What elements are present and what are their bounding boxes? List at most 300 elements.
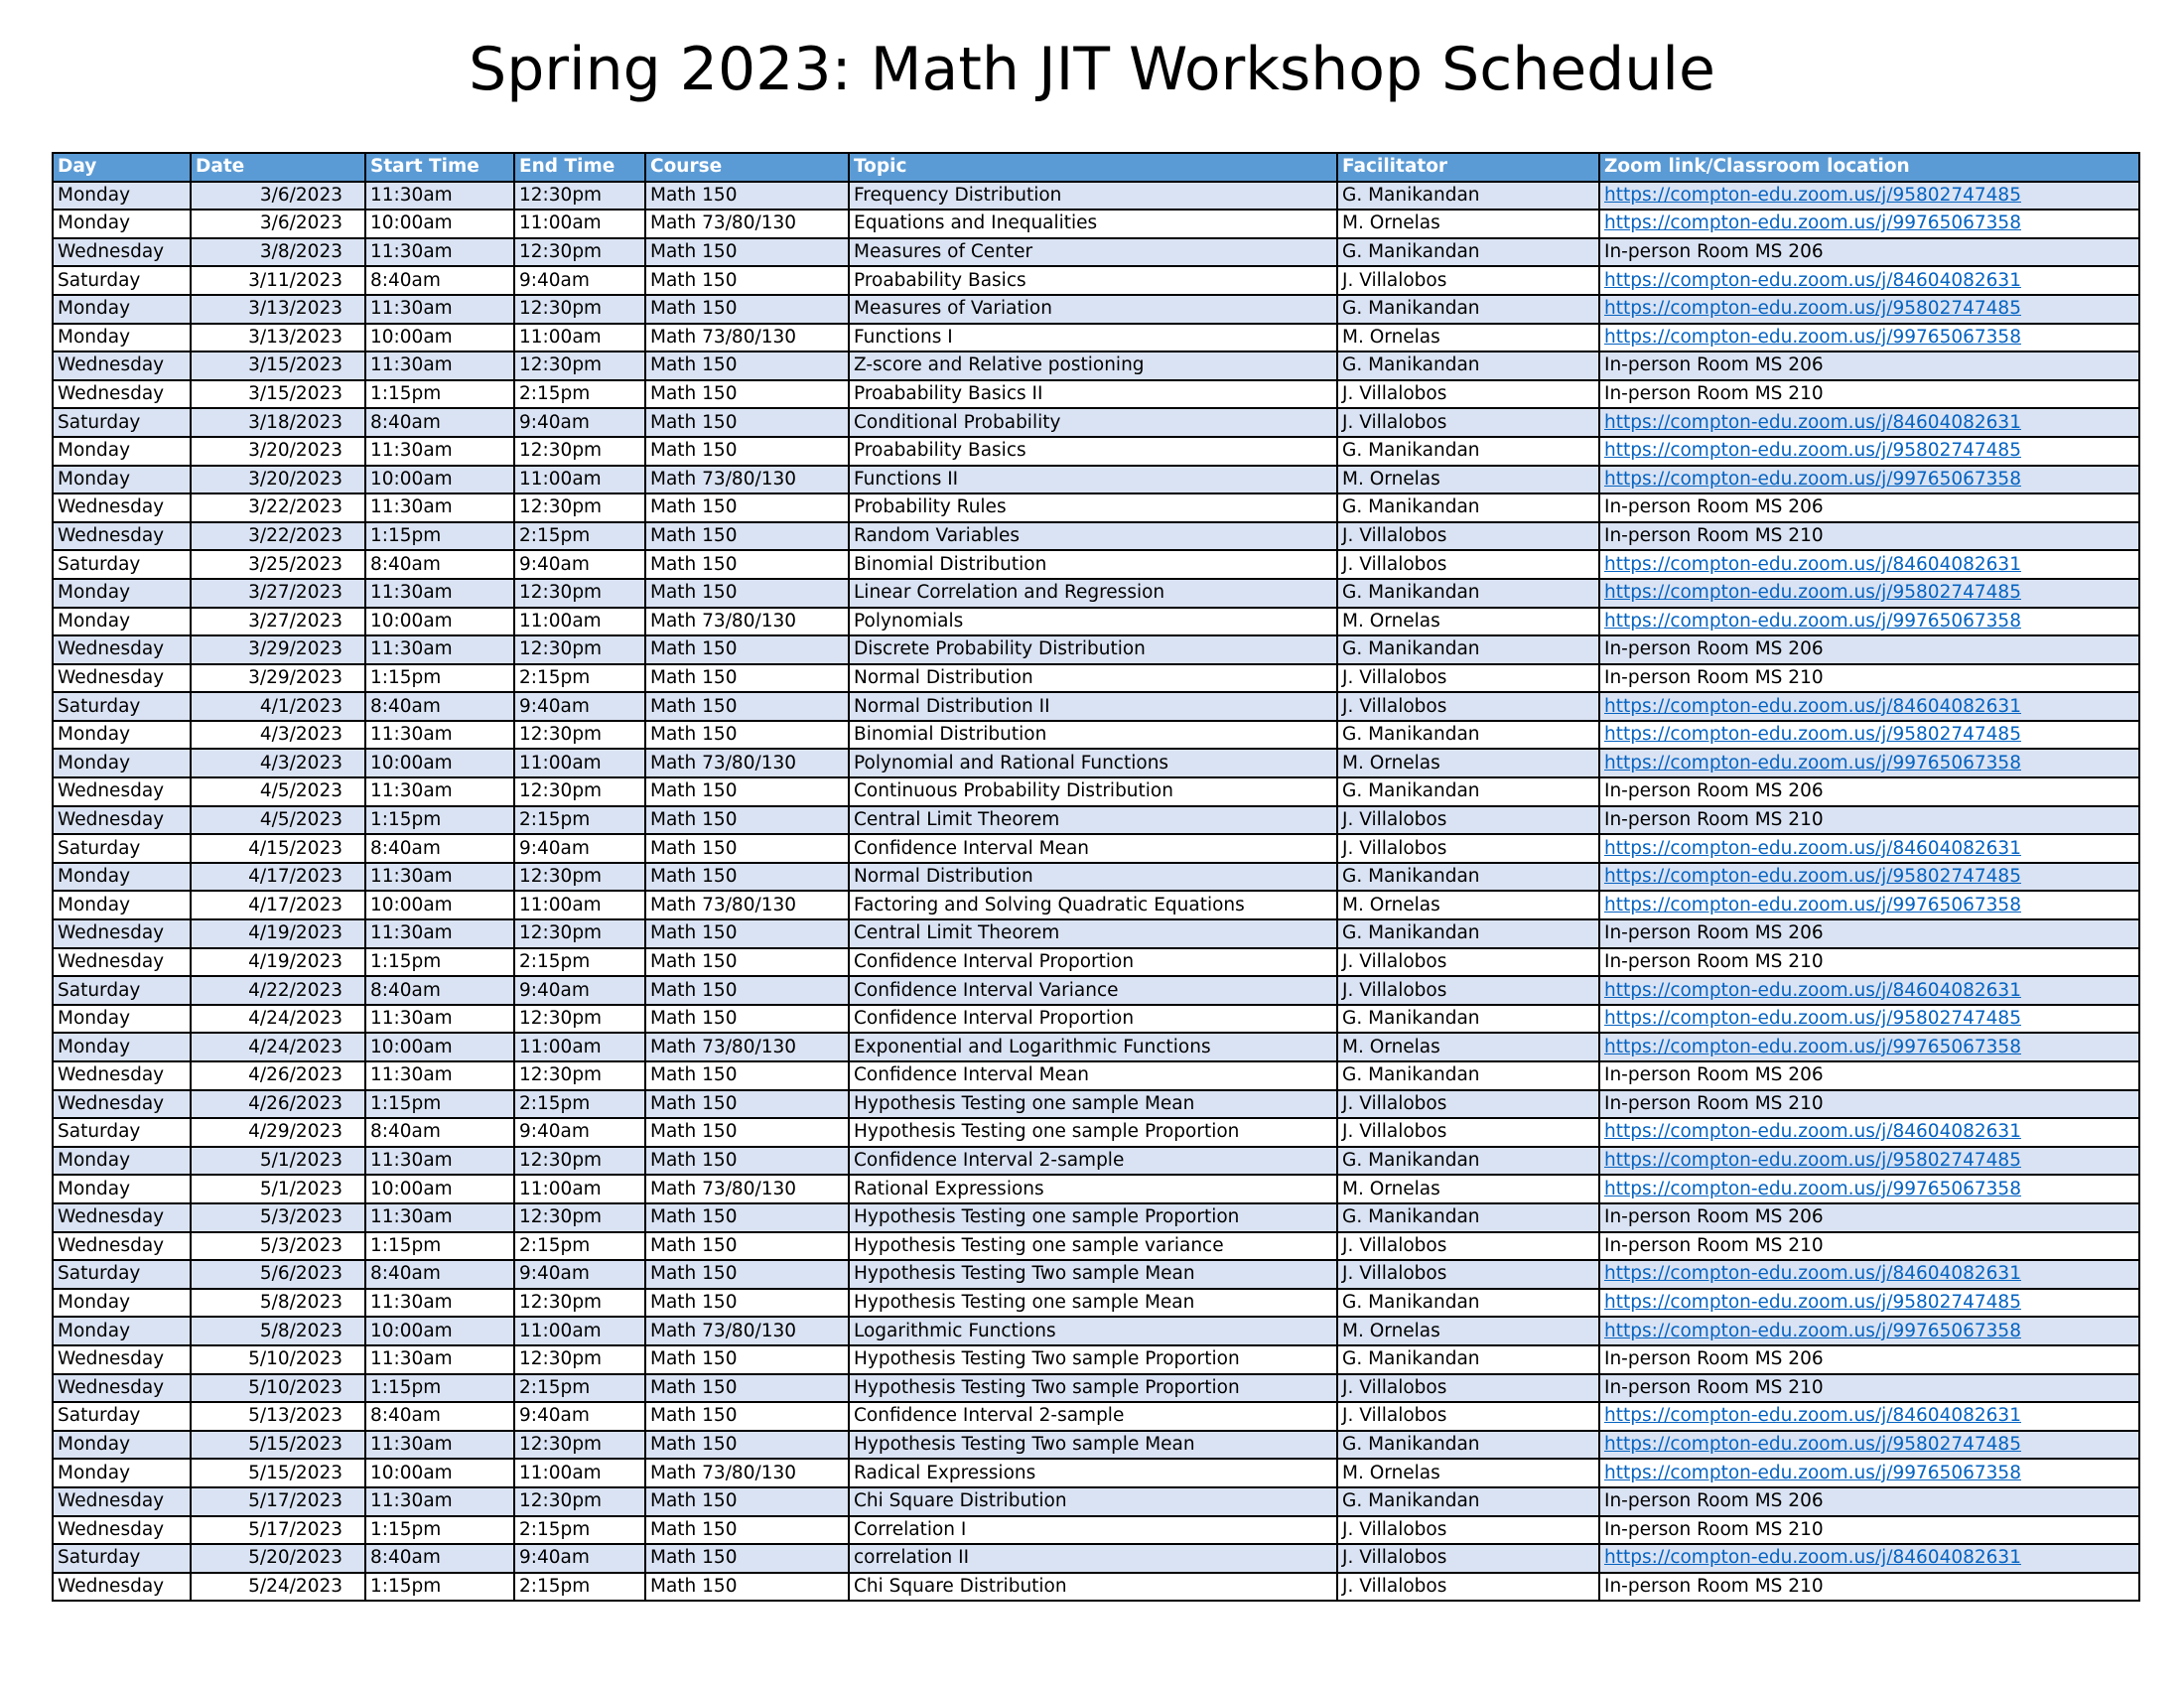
start-time-cell: 11:30am bbox=[365, 352, 514, 380]
day-cell: Wednesday bbox=[53, 1090, 191, 1119]
topic-cell: Measures of Center bbox=[849, 238, 1337, 267]
date-cell: 4/1/2023 bbox=[191, 692, 365, 721]
course-cell: Math 73/80/130 bbox=[645, 466, 849, 494]
location-cell: In-person Room MS 206 bbox=[1599, 493, 2139, 522]
table-row bbox=[53, 1289, 2139, 1318]
course-cell: Math 150 bbox=[645, 522, 849, 551]
course-cell: Math 150 bbox=[645, 919, 849, 948]
start-time-cell: 11:30am bbox=[365, 863, 514, 892]
location-cell: In-person Room MS 206 bbox=[1599, 777, 2139, 806]
day-cell: Monday bbox=[53, 1033, 191, 1061]
course-cell: Math 150 bbox=[645, 182, 849, 211]
day-cell: Saturday bbox=[53, 266, 191, 295]
day-cell: Wednesday bbox=[53, 1374, 191, 1403]
location-cell bbox=[1599, 608, 2139, 636]
day-cell: Wednesday bbox=[53, 238, 191, 267]
location-cell bbox=[1599, 1118, 2139, 1147]
start-time-cell: 11:30am bbox=[365, 1431, 514, 1460]
date-cell: 3/18/2023 bbox=[191, 408, 365, 437]
topic-cell: Hypothesis Testing one sample Proportion bbox=[849, 1203, 1337, 1232]
zoom-link[interactable]: https://compton-edu.zoom.us/j/99765067358 bbox=[1604, 468, 2021, 490]
table-row bbox=[53, 664, 2139, 693]
course-cell: Math 150 bbox=[645, 834, 849, 863]
table-row bbox=[53, 579, 2139, 608]
course-cell: Math 150 bbox=[645, 1260, 849, 1289]
date-cell: 3/25/2023 bbox=[191, 550, 365, 579]
facilitator-cell: G. Manikandan bbox=[1337, 1431, 1599, 1460]
zoom-link[interactable]: https://compton-edu.zoom.us/j/95802747485 bbox=[1604, 1150, 2021, 1172]
location-cell: In-person Room MS 210 bbox=[1599, 948, 2139, 977]
date-cell: 3/27/2023 bbox=[191, 579, 365, 608]
course-cell: Math 150 bbox=[645, 295, 849, 324]
location-cell bbox=[1599, 976, 2139, 1005]
start-time-cell: 8:40am bbox=[365, 834, 514, 863]
day-cell: Monday bbox=[53, 579, 191, 608]
course-cell: Math 150 bbox=[645, 266, 849, 295]
date-cell: 5/8/2023 bbox=[191, 1289, 365, 1318]
date-cell: 5/15/2023 bbox=[191, 1459, 365, 1487]
location-cell bbox=[1599, 1260, 2139, 1289]
table-row bbox=[53, 1345, 2139, 1374]
course-cell: Math 150 bbox=[645, 1232, 849, 1261]
start-time-cell: 10:00am bbox=[365, 1459, 514, 1487]
facilitator-cell: M. Ornelas bbox=[1337, 1175, 1599, 1203]
facilitator-cell: J. Villalobos bbox=[1337, 1544, 1599, 1573]
end-time-cell: 12:30pm bbox=[514, 238, 645, 267]
date-cell: 3/22/2023 bbox=[191, 522, 365, 551]
zoom-link[interactable]: https://compton-edu.zoom.us/j/99765067358 bbox=[1604, 212, 2021, 234]
date-cell: 3/15/2023 bbox=[191, 352, 365, 380]
day-cell: Wednesday bbox=[53, 664, 191, 693]
course-cell: Math 73/80/130 bbox=[645, 891, 849, 919]
table-row bbox=[53, 1516, 2139, 1545]
end-time-cell: 9:40am bbox=[514, 1402, 645, 1431]
zoom-link[interactable]: https://compton-edu.zoom.us/j/84604082631 bbox=[1604, 553, 2021, 575]
date-cell: 5/10/2023 bbox=[191, 1374, 365, 1403]
facilitator-cell: G. Manikandan bbox=[1337, 919, 1599, 948]
facilitator-cell: G. Manikandan bbox=[1337, 1289, 1599, 1318]
start-time-cell: 1:15pm bbox=[365, 1090, 514, 1119]
end-time-cell: 12:30pm bbox=[514, 1147, 645, 1176]
facilitator-cell: M. Ornelas bbox=[1337, 1317, 1599, 1345]
facilitator-cell: M. Ornelas bbox=[1337, 608, 1599, 636]
page-title: Spring 2023: Math JIT Workshop Schedule bbox=[469, 35, 1715, 104]
course-cell: Math 150 bbox=[645, 550, 849, 579]
topic-cell: Conditional Probability bbox=[849, 408, 1337, 437]
zoom-link[interactable]: https://compton-edu.zoom.us/j/99765067358 bbox=[1604, 894, 2021, 915]
table-row bbox=[53, 1317, 2139, 1345]
topic-cell: Correlation I bbox=[849, 1516, 1337, 1545]
date-cell: 3/20/2023 bbox=[191, 437, 365, 466]
course-cell: Math 150 bbox=[645, 579, 849, 608]
zoom-link[interactable]: https://compton-edu.zoom.us/j/84604082631 bbox=[1604, 269, 2021, 291]
location-cell: In-person Room MS 206 bbox=[1599, 1203, 2139, 1232]
day-cell: Saturday bbox=[53, 976, 191, 1005]
facilitator-cell: G. Manikandan bbox=[1337, 437, 1599, 466]
table-row bbox=[53, 1090, 2139, 1119]
end-time-cell: 12:30pm bbox=[514, 295, 645, 324]
end-time-cell: 12:30pm bbox=[514, 1203, 645, 1232]
day-cell: Monday bbox=[53, 466, 191, 494]
zoom-link[interactable]: https://compton-edu.zoom.us/j/99765067358 bbox=[1604, 752, 2021, 774]
zoom-link[interactable]: https://compton-edu.zoom.us/j/99765067358 bbox=[1604, 1462, 2021, 1483]
end-time-cell: 2:15pm bbox=[514, 1516, 645, 1545]
schedule-rows bbox=[53, 182, 2139, 1602]
date-cell: 4/24/2023 bbox=[191, 1005, 365, 1034]
start-time-cell: 11:30am bbox=[365, 777, 514, 806]
end-time-cell: 12:30pm bbox=[514, 721, 645, 750]
zoom-link[interactable]: https://compton-edu.zoom.us/j/99765067358 bbox=[1604, 610, 2021, 632]
date-cell: 4/26/2023 bbox=[191, 1061, 365, 1090]
day-cell: Monday bbox=[53, 1431, 191, 1460]
facilitator-cell: J. Villalobos bbox=[1337, 664, 1599, 693]
zoom-link[interactable]: https://compton-edu.zoom.us/j/99765067358 bbox=[1604, 326, 2021, 348]
date-cell: 5/15/2023 bbox=[191, 1431, 365, 1460]
course-cell: Math 150 bbox=[645, 1544, 849, 1573]
end-time-cell: 12:30pm bbox=[514, 1431, 645, 1460]
table-row bbox=[53, 408, 2139, 437]
table-row bbox=[53, 692, 2139, 721]
start-time-cell: 1:15pm bbox=[365, 1232, 514, 1261]
table-row bbox=[53, 919, 2139, 948]
facilitator-cell: G. Manikandan bbox=[1337, 1005, 1599, 1034]
date-cell: 5/10/2023 bbox=[191, 1345, 365, 1374]
facilitator-cell: J. Villalobos bbox=[1337, 408, 1599, 437]
table-row bbox=[53, 891, 2139, 919]
facilitator-cell: G. Manikandan bbox=[1337, 579, 1599, 608]
table-row bbox=[53, 635, 2139, 664]
day-cell: Wednesday bbox=[53, 919, 191, 948]
table-row bbox=[53, 1061, 2139, 1090]
day-cell: Wednesday bbox=[53, 948, 191, 977]
date-cell: 5/20/2023 bbox=[191, 1544, 365, 1573]
location-cell bbox=[1599, 1147, 2139, 1176]
location-cell bbox=[1599, 1431, 2139, 1460]
zoom-link[interactable]: https://compton-edu.zoom.us/j/84604082631 bbox=[1604, 1405, 2021, 1427]
end-time-cell: 9:40am bbox=[514, 266, 645, 295]
zoom-link[interactable]: https://compton-edu.zoom.us/j/84604082631 bbox=[1604, 411, 2021, 433]
date-cell: 3/15/2023 bbox=[191, 380, 365, 409]
course-cell: Math 150 bbox=[645, 1516, 849, 1545]
zoom-link[interactable]: https://compton-edu.zoom.us/j/99765067358 bbox=[1604, 1178, 2021, 1199]
topic-cell: Logarithmic Functions bbox=[849, 1317, 1337, 1345]
start-time-cell: 11:30am bbox=[365, 579, 514, 608]
day-cell: Saturday bbox=[53, 834, 191, 863]
table-row bbox=[53, 1147, 2139, 1176]
location-cell bbox=[1599, 692, 2139, 721]
date-cell: 4/3/2023 bbox=[191, 749, 365, 777]
topic-cell: Proabability Basics bbox=[849, 437, 1337, 466]
column-header-date: Date bbox=[191, 153, 365, 182]
table-row bbox=[53, 863, 2139, 892]
column-header-end-time: End Time bbox=[514, 153, 645, 182]
course-cell: Math 150 bbox=[645, 1345, 849, 1374]
end-time-cell: 12:30pm bbox=[514, 863, 645, 892]
zoom-link[interactable]: https://compton-edu.zoom.us/j/95802747485 bbox=[1604, 1292, 2021, 1314]
topic-cell: Hypothesis Testing one sample Proportion bbox=[849, 1118, 1337, 1147]
location-cell bbox=[1599, 891, 2139, 919]
day-cell: Wednesday bbox=[53, 1232, 191, 1261]
date-cell: 5/6/2023 bbox=[191, 1260, 365, 1289]
start-time-cell: 11:30am bbox=[365, 1345, 514, 1374]
day-cell: Monday bbox=[53, 324, 191, 352]
topic-cell: Hypothesis Testing Two sample Proportion bbox=[849, 1345, 1337, 1374]
topic-cell: Chi Square Distribution bbox=[849, 1573, 1337, 1602]
facilitator-cell: J. Villalobos bbox=[1337, 976, 1599, 1005]
location-cell: In-person Room MS 206 bbox=[1599, 238, 2139, 267]
table-row bbox=[53, 266, 2139, 295]
zoom-link[interactable]: https://compton-edu.zoom.us/j/84604082631 bbox=[1604, 837, 2021, 859]
start-time-cell: 11:30am bbox=[365, 1147, 514, 1176]
start-time-cell: 8:40am bbox=[365, 1402, 514, 1431]
end-time-cell: 2:15pm bbox=[514, 1090, 645, 1119]
facilitator-cell: M. Ornelas bbox=[1337, 749, 1599, 777]
zoom-link[interactable]: https://compton-edu.zoom.us/j/95802747485 bbox=[1604, 298, 2021, 320]
day-cell: Wednesday bbox=[53, 380, 191, 409]
table-row bbox=[53, 352, 2139, 380]
location-cell bbox=[1599, 579, 2139, 608]
topic-cell: Hypothesis Testing one sample Mean bbox=[849, 1289, 1337, 1318]
topic-cell: Functions II bbox=[849, 466, 1337, 494]
zoom-link[interactable]: https://compton-edu.zoom.us/j/95802747485 bbox=[1604, 1008, 2021, 1030]
course-cell: Math 150 bbox=[645, 437, 849, 466]
topic-cell: Polynomials bbox=[849, 608, 1337, 636]
course-cell: Math 150 bbox=[645, 635, 849, 664]
day-cell: Wednesday bbox=[53, 1345, 191, 1374]
location-cell: In-person Room MS 210 bbox=[1599, 522, 2139, 551]
end-time-cell: 2:15pm bbox=[514, 380, 645, 409]
course-cell: Math 73/80/130 bbox=[645, 1033, 849, 1061]
date-cell: 4/26/2023 bbox=[191, 1090, 365, 1119]
zoom-link[interactable]: https://compton-edu.zoom.us/j/95802747485 bbox=[1604, 184, 2021, 206]
course-cell: Math 73/80/130 bbox=[645, 1175, 849, 1203]
zoom-link[interactable]: https://compton-edu.zoom.us/j/84604082631 bbox=[1604, 1263, 2021, 1285]
topic-cell: Confidence Interval Variance bbox=[849, 976, 1337, 1005]
facilitator-cell: G. Manikandan bbox=[1337, 352, 1599, 380]
end-time-cell: 11:00am bbox=[514, 210, 645, 238]
facilitator-cell: J. Villalobos bbox=[1337, 1402, 1599, 1431]
table-row bbox=[53, 777, 2139, 806]
end-time-cell: 2:15pm bbox=[514, 1232, 645, 1261]
table-row bbox=[53, 1487, 2139, 1516]
end-time-cell: 2:15pm bbox=[514, 1374, 645, 1403]
day-cell: Monday bbox=[53, 863, 191, 892]
date-cell: 3/6/2023 bbox=[191, 182, 365, 211]
course-cell: Math 150 bbox=[645, 1147, 849, 1176]
start-time-cell: 1:15pm bbox=[365, 522, 514, 551]
location-cell bbox=[1599, 182, 2139, 211]
facilitator-cell: G. Manikandan bbox=[1337, 238, 1599, 267]
location-cell bbox=[1599, 1317, 2139, 1345]
zoom-link[interactable]: https://compton-edu.zoom.us/j/99765067358 bbox=[1604, 1320, 2021, 1341]
table-row bbox=[53, 806, 2139, 835]
day-cell: Saturday bbox=[53, 1402, 191, 1431]
date-cell: 4/22/2023 bbox=[191, 976, 365, 1005]
day-cell: Wednesday bbox=[53, 1573, 191, 1602]
start-time-cell: 11:30am bbox=[365, 635, 514, 664]
date-cell: 3/22/2023 bbox=[191, 493, 365, 522]
course-cell: Math 150 bbox=[645, 1431, 849, 1460]
table-row bbox=[53, 324, 2139, 352]
end-time-cell: 9:40am bbox=[514, 1118, 645, 1147]
topic-cell: Confidence Interval 2-sample bbox=[849, 1147, 1337, 1176]
topic-cell: Frequency Distribution bbox=[849, 182, 1337, 211]
table-row bbox=[53, 493, 2139, 522]
date-cell: 3/20/2023 bbox=[191, 466, 365, 494]
start-time-cell: 8:40am bbox=[365, 1260, 514, 1289]
topic-cell: Discrete Probability Distribution bbox=[849, 635, 1337, 664]
topic-cell: Confidence Interval 2-sample bbox=[849, 1402, 1337, 1431]
date-cell: 4/19/2023 bbox=[191, 919, 365, 948]
end-time-cell: 12:30pm bbox=[514, 1345, 645, 1374]
end-time-cell: 12:30pm bbox=[514, 1289, 645, 1318]
zoom-link[interactable]: https://compton-edu.zoom.us/j/95802747485 bbox=[1604, 724, 2021, 746]
topic-cell: Confidence Interval Proportion bbox=[849, 1005, 1337, 1034]
zoom-link[interactable]: https://compton-edu.zoom.us/j/84604082631 bbox=[1604, 1547, 2021, 1569]
zoom-link[interactable]: https://compton-edu.zoom.us/j/95802747485 bbox=[1604, 440, 2021, 462]
date-cell: 5/3/2023 bbox=[191, 1232, 365, 1261]
facilitator-cell: J. Villalobos bbox=[1337, 806, 1599, 835]
topic-cell: Polynomial and Rational Functions bbox=[849, 749, 1337, 777]
date-cell: 4/5/2023 bbox=[191, 777, 365, 806]
table-row bbox=[53, 1544, 2139, 1573]
column-header-topic: Topic bbox=[849, 153, 1337, 182]
end-time-cell: 12:30pm bbox=[514, 919, 645, 948]
end-time-cell: 11:00am bbox=[514, 891, 645, 919]
facilitator-cell: G. Manikandan bbox=[1337, 863, 1599, 892]
location-cell: In-person Room MS 210 bbox=[1599, 1573, 2139, 1602]
location-cell bbox=[1599, 1175, 2139, 1203]
end-time-cell: 11:00am bbox=[514, 466, 645, 494]
zoom-link[interactable]: https://compton-edu.zoom.us/j/84604082631 bbox=[1604, 979, 2021, 1001]
facilitator-cell: M. Ornelas bbox=[1337, 1033, 1599, 1061]
facilitator-cell: G. Manikandan bbox=[1337, 721, 1599, 750]
topic-cell: Hypothesis Testing Two sample Mean bbox=[849, 1260, 1337, 1289]
end-time-cell: 11:00am bbox=[514, 749, 645, 777]
location-cell: In-person Room MS 210 bbox=[1599, 1516, 2139, 1545]
column-header-location: Zoom link/Classroom location bbox=[1599, 153, 2139, 182]
course-cell: Math 73/80/130 bbox=[645, 1459, 849, 1487]
date-cell: 3/11/2023 bbox=[191, 266, 365, 295]
location-cell bbox=[1599, 295, 2139, 324]
end-time-cell: 12:30pm bbox=[514, 579, 645, 608]
topic-cell: Hypothesis Testing Two sample Proportion bbox=[849, 1374, 1337, 1403]
day-cell: Saturday bbox=[53, 692, 191, 721]
course-cell: Math 150 bbox=[645, 1203, 849, 1232]
date-cell: 5/1/2023 bbox=[191, 1147, 365, 1176]
day-cell: Monday bbox=[53, 1289, 191, 1318]
date-cell: 5/3/2023 bbox=[191, 1203, 365, 1232]
course-cell: Math 150 bbox=[645, 493, 849, 522]
start-time-cell: 1:15pm bbox=[365, 948, 514, 977]
date-cell: 3/8/2023 bbox=[191, 238, 365, 267]
location-cell: In-person Room MS 206 bbox=[1599, 1345, 2139, 1374]
zoom-link[interactable]: https://compton-edu.zoom.us/j/95802747485 bbox=[1604, 866, 2021, 888]
zoom-link[interactable]: https://compton-edu.zoom.us/j/84604082631 bbox=[1604, 1121, 2021, 1143]
facilitator-cell: J. Villalobos bbox=[1337, 1260, 1599, 1289]
end-time-cell: 11:00am bbox=[514, 1033, 645, 1061]
day-cell: Saturday bbox=[53, 1544, 191, 1573]
zoom-link[interactable]: https://compton-edu.zoom.us/j/95802747485 bbox=[1604, 1434, 2021, 1456]
date-cell: 3/29/2023 bbox=[191, 664, 365, 693]
facilitator-cell: G. Manikandan bbox=[1337, 1345, 1599, 1374]
location-cell: In-person Room MS 210 bbox=[1599, 664, 2139, 693]
course-cell: Math 73/80/130 bbox=[645, 210, 849, 238]
table-row bbox=[53, 1459, 2139, 1487]
start-time-cell: 1:15pm bbox=[365, 806, 514, 835]
course-cell: Math 150 bbox=[645, 1005, 849, 1034]
topic-cell: Hypothesis Testing one sample variance bbox=[849, 1232, 1337, 1261]
zoom-link[interactable]: https://compton-edu.zoom.us/j/95802747485 bbox=[1604, 582, 2021, 604]
date-cell: 4/17/2023 bbox=[191, 891, 365, 919]
facilitator-cell: G. Manikandan bbox=[1337, 295, 1599, 324]
location-cell bbox=[1599, 408, 2139, 437]
facilitator-cell: M. Ornelas bbox=[1337, 210, 1599, 238]
location-cell: In-person Room MS 210 bbox=[1599, 1232, 2139, 1261]
facilitator-cell: J. Villalobos bbox=[1337, 1573, 1599, 1602]
start-time-cell: 8:40am bbox=[365, 1544, 514, 1573]
location-cell: In-person Room MS 210 bbox=[1599, 1374, 2139, 1403]
end-time-cell: 9:40am bbox=[514, 692, 645, 721]
table-row bbox=[53, 608, 2139, 636]
end-time-cell: 11:00am bbox=[514, 1175, 645, 1203]
topic-cell: Z-score and Relative postioning bbox=[849, 352, 1337, 380]
table-row bbox=[53, 721, 2139, 750]
course-cell: Math 150 bbox=[645, 976, 849, 1005]
day-cell: Monday bbox=[53, 182, 191, 211]
zoom-link[interactable]: https://compton-edu.zoom.us/j/84604082631 bbox=[1604, 695, 2021, 717]
day-cell: Monday bbox=[53, 1147, 191, 1176]
course-cell: Math 73/80/130 bbox=[645, 1317, 849, 1345]
topic-cell: Functions I bbox=[849, 324, 1337, 352]
table-row bbox=[53, 1175, 2139, 1203]
start-time-cell: 11:30am bbox=[365, 295, 514, 324]
course-cell: Math 150 bbox=[645, 1573, 849, 1602]
day-cell: Monday bbox=[53, 295, 191, 324]
date-cell: 4/29/2023 bbox=[191, 1118, 365, 1147]
start-time-cell: 1:15pm bbox=[365, 664, 514, 693]
facilitator-cell: G. Manikandan bbox=[1337, 182, 1599, 211]
course-cell: Math 150 bbox=[645, 1289, 849, 1318]
day-cell: Saturday bbox=[53, 1118, 191, 1147]
day-cell: Monday bbox=[53, 891, 191, 919]
end-time-cell: 2:15pm bbox=[514, 522, 645, 551]
date-cell: 3/27/2023 bbox=[191, 608, 365, 636]
course-cell: Math 150 bbox=[645, 1061, 849, 1090]
location-cell bbox=[1599, 1402, 2139, 1431]
table-row bbox=[53, 550, 2139, 579]
start-time-cell: 11:30am bbox=[365, 1487, 514, 1516]
table-row bbox=[53, 1402, 2139, 1431]
table-row bbox=[53, 466, 2139, 494]
location-cell bbox=[1599, 266, 2139, 295]
start-time-cell: 1:15pm bbox=[365, 380, 514, 409]
topic-cell: Factoring and Solving Quadratic Equations bbox=[849, 891, 1337, 919]
course-cell: Math 150 bbox=[645, 721, 849, 750]
table-row bbox=[53, 834, 2139, 863]
location-cell: In-person Room MS 206 bbox=[1599, 1487, 2139, 1516]
end-time-cell: 12:30pm bbox=[514, 1061, 645, 1090]
topic-cell: Binomial Distribution bbox=[849, 721, 1337, 750]
start-time-cell: 10:00am bbox=[365, 210, 514, 238]
date-cell: 3/29/2023 bbox=[191, 635, 365, 664]
facilitator-cell: J. Villalobos bbox=[1337, 1118, 1599, 1147]
end-time-cell: 11:00am bbox=[514, 1317, 645, 1345]
start-time-cell: 10:00am bbox=[365, 1317, 514, 1345]
facilitator-cell: J. Villalobos bbox=[1337, 1090, 1599, 1119]
topic-cell: correlation II bbox=[849, 1544, 1337, 1573]
zoom-link[interactable]: https://compton-edu.zoom.us/j/99765067358 bbox=[1604, 1036, 2021, 1057]
